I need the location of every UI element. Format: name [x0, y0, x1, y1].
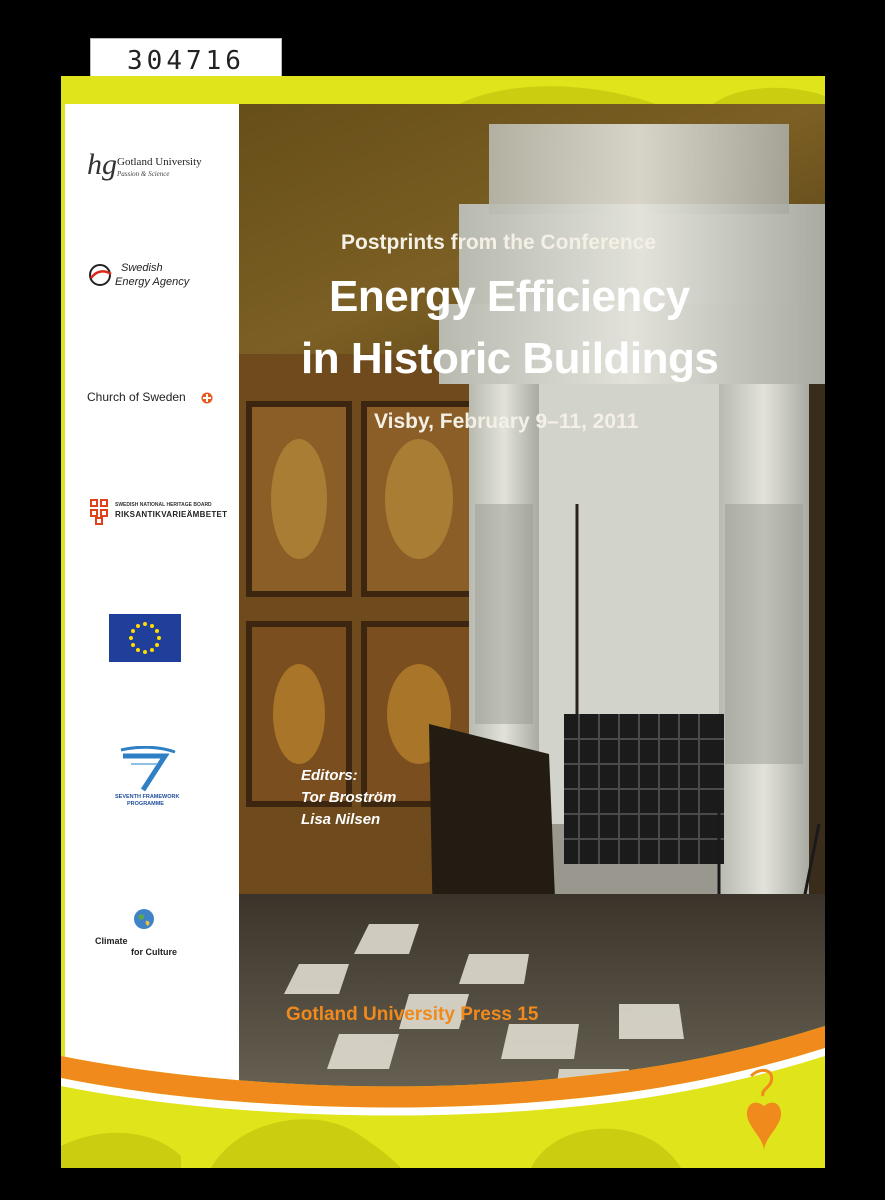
swedish-energy-agency-logo [87, 262, 237, 302]
energy-line1: Swedish [121, 262, 163, 274]
church-name: Church of Sweden [87, 390, 186, 404]
sponsor-logo-strip [65, 104, 239, 1144]
globe-icon [133, 908, 155, 930]
book-title-line1: Energy Efficiency [329, 272, 690, 321]
energy-line2: Energy Agency [115, 276, 190, 288]
church-cross-icon [201, 392, 213, 404]
eu-stars-icon [109, 614, 181, 662]
pre-title: Postprints from the Conference [341, 231, 657, 254]
fp7-line2: PROGRAMME [127, 801, 164, 807]
publisher-series: Gotland University Press 15 [286, 1004, 539, 1025]
book-cover [61, 76, 825, 1168]
catalog-number: 304716 [127, 46, 245, 76]
fp7-line1: SEVENTH FRAMEWORK [115, 794, 180, 800]
heritage-line2: RIKSANTIKVARIEÄMBETET [115, 510, 228, 519]
eu-flag-logo [109, 614, 181, 662]
church-of-sweden-logo [87, 390, 237, 410]
fp7-seven-icon [113, 746, 183, 794]
national-heritage-board-logo [87, 496, 237, 536]
energy-swoosh-icon [87, 262, 113, 288]
climate-line2: for Culture [131, 947, 177, 957]
fp7-logo [113, 746, 193, 812]
book-title-line2: in Historic Buildings [301, 334, 719, 383]
editors-label: Editors: [301, 767, 358, 784]
heritage-knot-icon [87, 496, 111, 526]
gotland-tagline: Passion & Science [117, 170, 170, 178]
heritage-line1: SWEDISH NATIONAL HERITAGE BOARD [115, 502, 212, 508]
climate-for-culture-logo [95, 908, 215, 968]
gotland-name: Gotland University [117, 156, 202, 168]
editor-name: Tor Broström [301, 789, 397, 806]
conference-date: Visby, February 9–11, 2011 [374, 410, 639, 433]
editors-block [301, 765, 396, 831]
bottom-wave-decoration [61, 1016, 825, 1168]
gotland-mark: hg [87, 148, 117, 181]
editor-name: Lisa Nilsen [301, 811, 381, 828]
gotland-university-logo [87, 146, 237, 216]
climate-line1: Climate [95, 936, 128, 946]
heart-logo-icon [741, 1066, 787, 1152]
